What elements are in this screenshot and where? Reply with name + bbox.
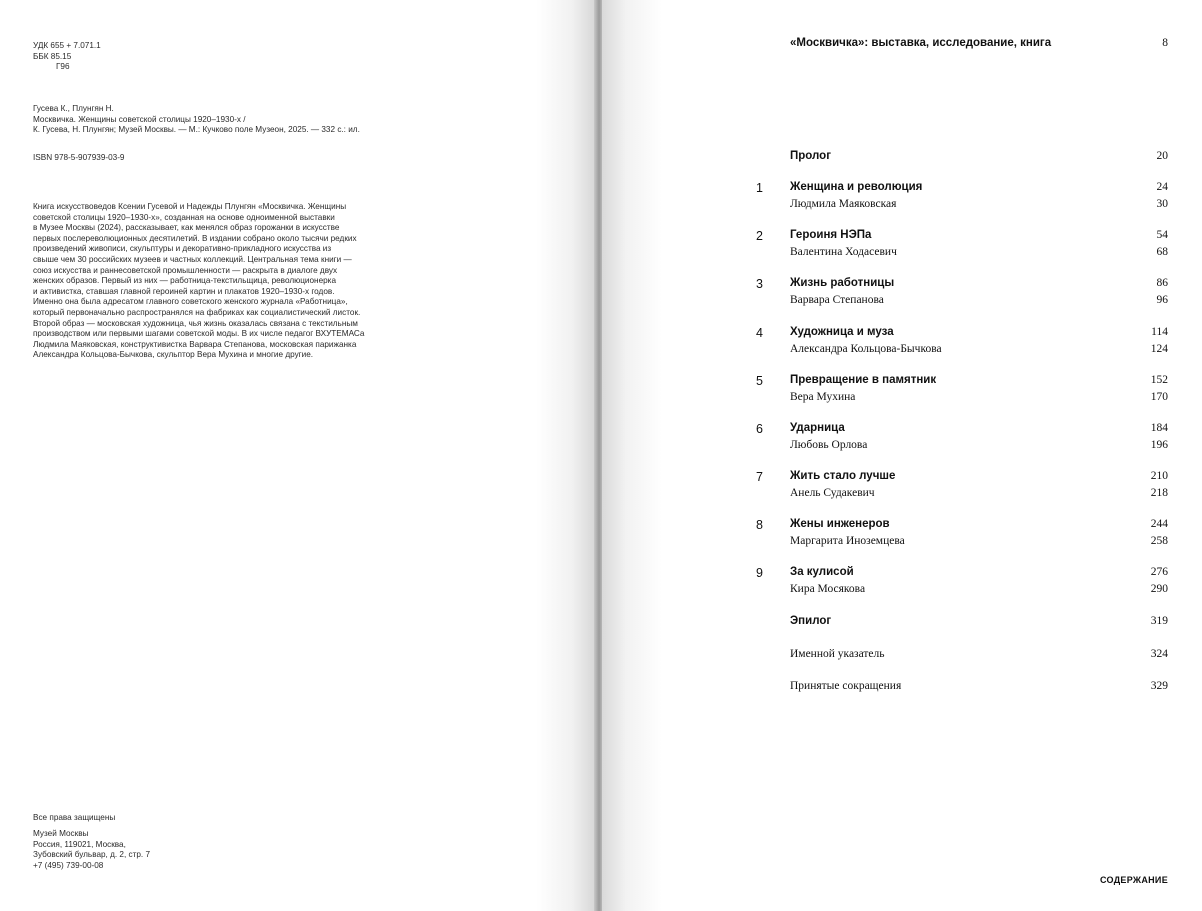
abstract-line: свыше чем 30 российских музеев и частных коллекций. Центральная тема книги — [33,254,352,264]
author-page: 30 [1156,198,1168,210]
author-page: 290 [1150,583,1168,595]
chapter-page: 152 [1150,374,1168,386]
chapter-page: 244 [1150,518,1168,530]
author-page: 258 [1150,535,1168,547]
chapter-author: Анель Судакевич [790,487,875,499]
right-page [602,0,1202,911]
chapter-title: Жены инженеров [790,518,890,530]
copyright-notice: Все права защищены [33,813,116,822]
chapter-title: Ударница [790,422,845,434]
chapter-number: 8 [756,518,763,532]
chapter-number: 4 [756,326,763,340]
author-page: 218 [1150,487,1168,499]
left-page [0,0,596,911]
biblio-line: Москвичка. Женщины советской столицы 1920–1930-х / [33,114,246,124]
chapter-number: 7 [756,470,763,484]
author-page: 196 [1150,439,1168,451]
biblio-line: Гусева К., Плунгян Н. [33,104,114,113]
publisher-line: Зубовский бульвар, д. 2, стр. 7 [33,850,151,860]
publisher-line: Россия, 119021, Москва, [33,839,126,849]
imprint-block [33,41,101,73]
section-footer: СОДЕРЖАНИЕ [1099,875,1168,885]
index-page: 324 [1150,648,1168,660]
chapter-author: Кира Мосякова [790,583,866,595]
abstract-line: первых послереволюционных десятилетий. В издании собрано около тысячи редких [33,233,357,243]
chapter-author: Валентина Ходасевич [790,246,897,258]
author-page: 170 [1150,391,1168,403]
chapter-author: Александра Кольцова-Бычкова [790,343,942,355]
abstract-line: Книга искусствоведов Ксении Гусевой и Надежды Плунгян «Москвичка. Женщины [33,202,347,211]
author-page: 124 [1150,343,1168,355]
chapter-author: Вера Мухина [790,391,856,403]
abbreviations-title: Принятые сокращения [790,680,902,692]
author-page: 68 [1156,246,1168,258]
abstract-line: который первоначально распространялся на фабриках как социалистический листок. [33,307,361,317]
chapter-title: Жизнь работницы [790,277,895,289]
chapter-page: 210 [1150,470,1168,482]
abstract-line: производством или первыми шагами советской моды. В их числе педагог ВХУТЕМАСа [33,329,365,339]
index-title: Именной указатель [790,648,885,660]
chapter-number: 9 [756,566,763,580]
chapter-title: Художница и муза [790,326,894,338]
bibliographic-record [33,104,360,136]
abstract-line: советской столицы 1920–1930-х», созданная на основе одноименной выставки [33,212,335,222]
page-number: 8 [1162,37,1168,49]
abstract-line: Второй образ — московская художница, чья жизнь оказалась связана с текстильным [33,318,358,328]
chapter-number: 3 [756,277,763,291]
chapter-page: 24 [1156,181,1168,193]
biblio-line: К. Гусева, Н. Плунгян; Музей Москвы. — М.: Кучково поле Музеон, 2025. — 332 с.: ил. [33,125,360,135]
chapter-title: За кулисой [790,566,854,578]
author-mark: Г96 [56,62,70,72]
epilogue-page: 319 [1150,615,1168,627]
abstract-line: и активистка, ставшая главной героиней картин и плакатов 1920–1930-х годов. [33,286,335,296]
abstract-line: Людмила Маяковская, конструктивистка Варвара Степанова, московская парижанка [33,339,357,349]
publisher-address [33,829,150,871]
chapter-title: Героиня НЭПа [790,229,872,241]
chapter-number: 5 [756,374,763,388]
author-page: 96 [1156,294,1168,306]
chapter-author: Людмила Маяковская [790,198,897,210]
abstract-line: в Музее Москвы (2024), рассказывает, как менялся образ горожанки в искусстве [33,223,340,233]
bbk-code: ББК 85.15 [33,51,72,61]
chapter-page: 114 [1151,326,1168,338]
abstract [33,202,403,361]
chapter-page: 184 [1150,422,1168,434]
abstract-line: Александра Кольцова-Бычкова, скульптор Вера Мухина и многие другие. [33,350,314,360]
epilogue-title: Эпилог [790,615,832,627]
publisher-line: Музей Москвы [33,829,89,838]
abstract-line: союз искусства и раннесоветской промышленности — раскрыта в диалоге двух [33,265,338,275]
chapter-number: 1 [756,181,763,195]
running-head: «Москвичка»: выставка, исследование, книга [790,37,1052,49]
chapter-title: Жить стало лучше [790,470,896,482]
abstract-line: произведений живописи, скульптуры и декоративно-прикладного искусства из [33,244,332,254]
chapter-title: Превращение в памятник [790,374,937,386]
chapter-author: Маргарита Иноземцева [790,535,905,547]
chapter-number: 6 [756,422,763,436]
chapter-number: 2 [756,229,763,243]
abbreviations-page: 329 [1150,680,1168,692]
chapter-page: 86 [1156,277,1168,289]
chapter-author: Варвара Степанова [790,294,884,306]
prologue-title: Пролог [790,150,831,162]
abstract-line: Именно она была адресатом главного советского женского журнала «Работница», [33,297,348,307]
prologue-page: 20 [1156,150,1168,162]
chapter-page: 54 [1156,229,1168,241]
chapter-title: Женщина и революция [790,181,923,193]
chapter-author: Любовь Орлова [790,439,868,451]
abstract-line: женских образов. Первый из них — работница-текстильщица, революционерка [33,276,336,286]
chapter-page: 276 [1150,566,1168,578]
isbn: ISBN 978-5-907939-03-9 [33,153,125,162]
udk-code: УДК 655 + 7.071.1 [33,41,101,50]
publisher-line: +7 (495) 739-00-08 [33,860,104,870]
